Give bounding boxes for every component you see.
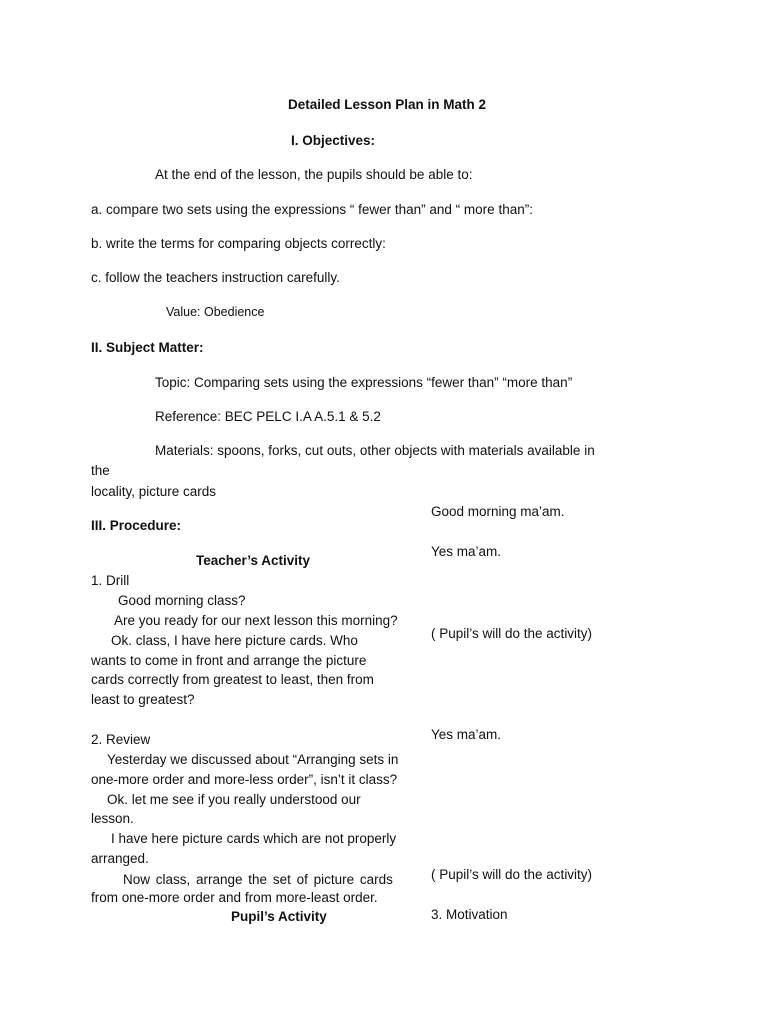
objective-item-a: a. compare two sets using the expressions “ fewer than” and “ more than”:: [91, 202, 533, 217]
drill-line: cards correctly from greatest to least, then from: [91, 672, 374, 687]
objective-item-c: c. follow the teachers instruction carefully.: [91, 270, 340, 285]
review-line: I have here picture cards which are not properly: [111, 831, 397, 846]
review-line: arranged.: [91, 851, 149, 866]
drill-line: least to greatest?: [91, 692, 195, 707]
review-line: lesson.: [91, 811, 134, 826]
pupil-response: Yes ma’am.: [431, 727, 502, 742]
drill-line: Ok. class, I have here picture cards. Who: [111, 633, 358, 648]
pupil-activity-heading: Pupil’s Activity: [231, 909, 327, 924]
pupil-response: ( Pupil’s will do the activity): [431, 867, 593, 882]
pupil-response: Yes ma’am.: [431, 544, 502, 559]
objectives-intro: At the end of the lesson, the pupils should be able to:: [155, 167, 473, 182]
objective-item-b: b. write the terms for comparing objects correctly:: [91, 236, 386, 251]
review-line: from one-more order and from more-least order.: [91, 890, 378, 905]
drill-line: Are you ready for our next lesson this morning?: [114, 613, 398, 628]
value-line: Value: Obedience: [166, 305, 265, 319]
subject-matter-heading: II. Subject Matter:: [91, 340, 204, 355]
materials-line-2: the: [91, 463, 110, 478]
drill-line: Good morning class?: [118, 593, 246, 608]
review-line: Now class, arrange the set of picture cards: [123, 872, 393, 887]
review-line: Ok. let me see if you really understood our: [107, 792, 361, 807]
review-label: 2. Review: [91, 732, 151, 747]
objectives-heading: I. Objectives:: [291, 133, 376, 148]
drill-label: 1. Drill: [91, 573, 130, 588]
teacher-activity-heading: Teacher’s Activity: [196, 553, 311, 568]
reference-line: Reference: BEC PELC I.A A.5.1 & 5.2: [155, 409, 381, 424]
procedure-heading: III. Procedure:: [91, 518, 182, 533]
drill-line: wants to come in front and arrange the picture: [91, 653, 367, 668]
document-title: Detailed Lesson Plan in Math 2: [288, 97, 487, 112]
materials-line-3: locality, picture cards: [91, 484, 217, 499]
review-line: one-more order and more-less order”, isn’t it class?: [91, 772, 398, 787]
pupil-response: ( Pupil’s will do the activity): [431, 626, 593, 641]
pupil-response: Good morning ma’am.: [431, 504, 565, 519]
materials-line-1: Materials: spoons, forks, cut outs, other objects with materials available in: [155, 443, 595, 458]
review-line: Yesterday we discussed about “Arranging sets in: [107, 752, 399, 767]
topic-line: Topic: Comparing sets using the expressions “fewer than” “more than”: [155, 375, 573, 390]
motivation-label: 3. Motivation: [431, 907, 508, 922]
